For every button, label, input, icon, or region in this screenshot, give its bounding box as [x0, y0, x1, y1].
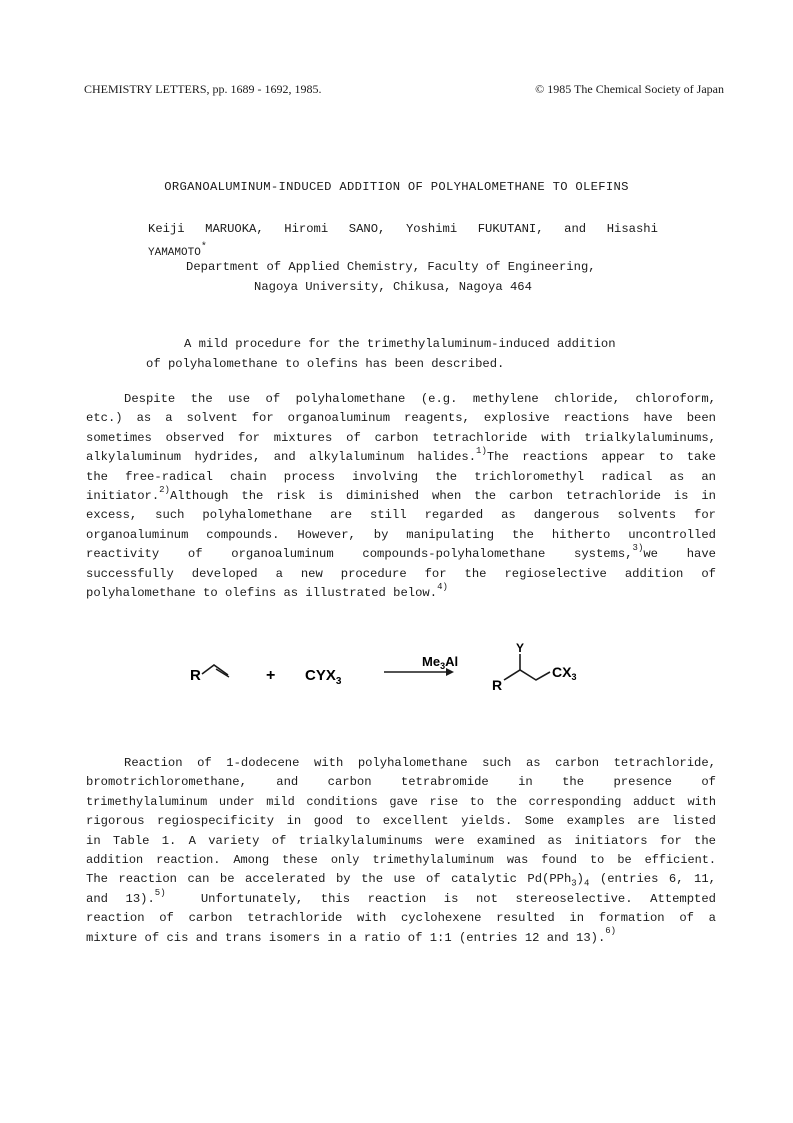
- reference-marker: 3): [632, 543, 644, 554]
- author-word: FUKUTANI,: [477, 222, 544, 236]
- text-fragment: The reaction can be accelerated by the use of catalytic Pd(PPh: [86, 872, 572, 887]
- copyright-notice: © 1985 The Chemical Society of Japan: [535, 82, 724, 96]
- reference-marker: 1): [476, 446, 487, 457]
- reference-marker: 4): [437, 581, 448, 592]
- text-fragment: reactivity of organoaluminum compounds-polyhalomethane systems,: [86, 547, 633, 562]
- reference-marker: 6): [605, 926, 617, 937]
- text-line: reaction of carbon tetrachloride with cyclohexene resulted in formation of a: [86, 911, 716, 926]
- paragraph-results: [86, 754, 716, 948]
- text-fragment: mixture of cis and trans isomers in a ratio of 1:1 (entries 12 and 13).: [86, 930, 606, 945]
- text-line: [86, 545, 716, 564]
- text-line: trimethylaluminum under mild conditions gave rise to the corresponding adduct with: [86, 794, 716, 809]
- author-word: and: [564, 222, 587, 236]
- scheme-catalyst: [422, 654, 458, 671]
- scheme-r-label: R: [190, 667, 201, 684]
- reagent-formula: CYX: [305, 667, 336, 684]
- product-y-label: Y: [516, 641, 525, 655]
- article-title: ORGANOALUMINUM-INDUCED ADDITION OF POLYHALOMETHANE TO OLEFINS: [164, 180, 629, 194]
- text-line: [86, 887, 716, 909]
- author-name: YAMAMOTO: [148, 247, 201, 260]
- text-fragment: polyhalomethane to olefins as illustrated below.: [86, 585, 438, 600]
- reference-marker: 2): [159, 484, 170, 495]
- catalyst-metal: Al: [445, 654, 459, 669]
- text-line: bromotrichloromethane, and carbon tetrabromide in the presence of: [86, 775, 716, 790]
- affiliation-line-1: Department of Applied Chemistry, Faculty of Engineering,: [186, 260, 596, 274]
- text-line: [86, 484, 716, 506]
- text-line: The reaction can be accelerated by the use of catalytic $Pd(PPh_3)_4$ (entries 6, 11,: [86, 872, 716, 889]
- author-word: Hiromi: [284, 222, 329, 236]
- reference-marker: 5): [154, 887, 166, 898]
- text-line: sometimes observed for mixtures of carbon tetrachloride with trialkylaluminums,: [86, 430, 716, 445]
- abstract-line-2: of polyhalomethane to olefins has been described.: [146, 357, 505, 371]
- text-fragment: (entries 6, 11,: [599, 872, 716, 887]
- text-fragment: alkylaluminum hydrides, and alkylaluminum halides.: [86, 450, 477, 465]
- text-fragment: initiator.: [86, 488, 160, 503]
- subscript: 3: [571, 878, 577, 889]
- text-fragment: Although the risk is diminished when the carbon tetrachloride is in: [169, 488, 716, 503]
- author-word: SANO,: [348, 222, 386, 236]
- text-fragment: and 13).: [86, 891, 155, 906]
- text-line: addition reaction. Among these only trimethylaluminum was found to be efficient.: [86, 852, 716, 867]
- text-line: [86, 581, 716, 603]
- text-line: [86, 448, 716, 467]
- product-r-label: R: [492, 677, 503, 693]
- author-word: Yoshimi: [405, 222, 458, 236]
- catalyst-formula: Me: [422, 654, 441, 669]
- reaction-scheme: [170, 640, 610, 700]
- abstract-line-1: A mild procedure for the trimethylaluminum-induced addition: [184, 337, 616, 351]
- text-line: rigorous regiospecificity in good to excellent yields. Some examples are listed: [86, 814, 716, 829]
- product-cx-formula: CX: [552, 664, 572, 680]
- affiliation-line-2: Nagoya University, Chikusa, Nagoya 464: [254, 280, 532, 294]
- product-cx-group: [552, 664, 576, 682]
- text-fragment: we have: [643, 547, 716, 562]
- author-word: Hisashi: [606, 222, 658, 236]
- text-line: excess, such polyhalomethane are still regarded as dangerous solvents for: [86, 508, 716, 523]
- text-line: Despite the use of polyhalomethane (e.g. methylene chloride, chloroform,: [124, 392, 716, 406]
- text-line: the free-radical chain process involving the trichloromethyl radical as an: [86, 469, 716, 484]
- text-fragment: The reactions appear to take: [486, 450, 716, 465]
- page-header: [84, 82, 724, 100]
- text-fragment: Unfortunately, this reaction is not stereoselective. Attempted: [200, 891, 716, 906]
- author-line-1: [148, 219, 658, 239]
- text-line: [86, 926, 716, 948]
- corresponding-author-mark: *: [200, 242, 207, 253]
- author-word: Keiji: [148, 222, 185, 236]
- product-cx-subscript: 3: [571, 672, 577, 682]
- journal-citation: CHEMISTRY LETTERS, pp. 1689 - 1692, 1985.: [84, 82, 322, 96]
- reagent-subscript: 3: [335, 676, 342, 687]
- text-line: organoaluminum compounds. However, by manipulating the hitherto uncontrolled: [86, 527, 716, 542]
- subscript: 4: [584, 878, 590, 889]
- text-line: in Table 1. A variety of trialkylaluminums were examined as initiators for the: [86, 833, 716, 848]
- abstract: [146, 334, 666, 374]
- scheme-plus-sign: +: [266, 667, 276, 684]
- author-word: MARUOKA,: [205, 222, 264, 236]
- paragraph-introduction: [86, 390, 716, 603]
- text-line: successfully developed a new procedure for the regioselective addition of: [86, 566, 716, 581]
- text-line: etc.) as a solvent for organoaluminum reagents, explosive reactions have been: [86, 411, 716, 426]
- text-line: Reaction of 1-dodecene with polyhalomethane such as carbon tetrachloride,: [124, 756, 716, 770]
- scheme-reagent: [305, 667, 342, 687]
- reaction-arrow-head: [446, 668, 454, 676]
- catalyst-subscript: 3: [440, 661, 446, 671]
- product-skeleton: [504, 670, 550, 680]
